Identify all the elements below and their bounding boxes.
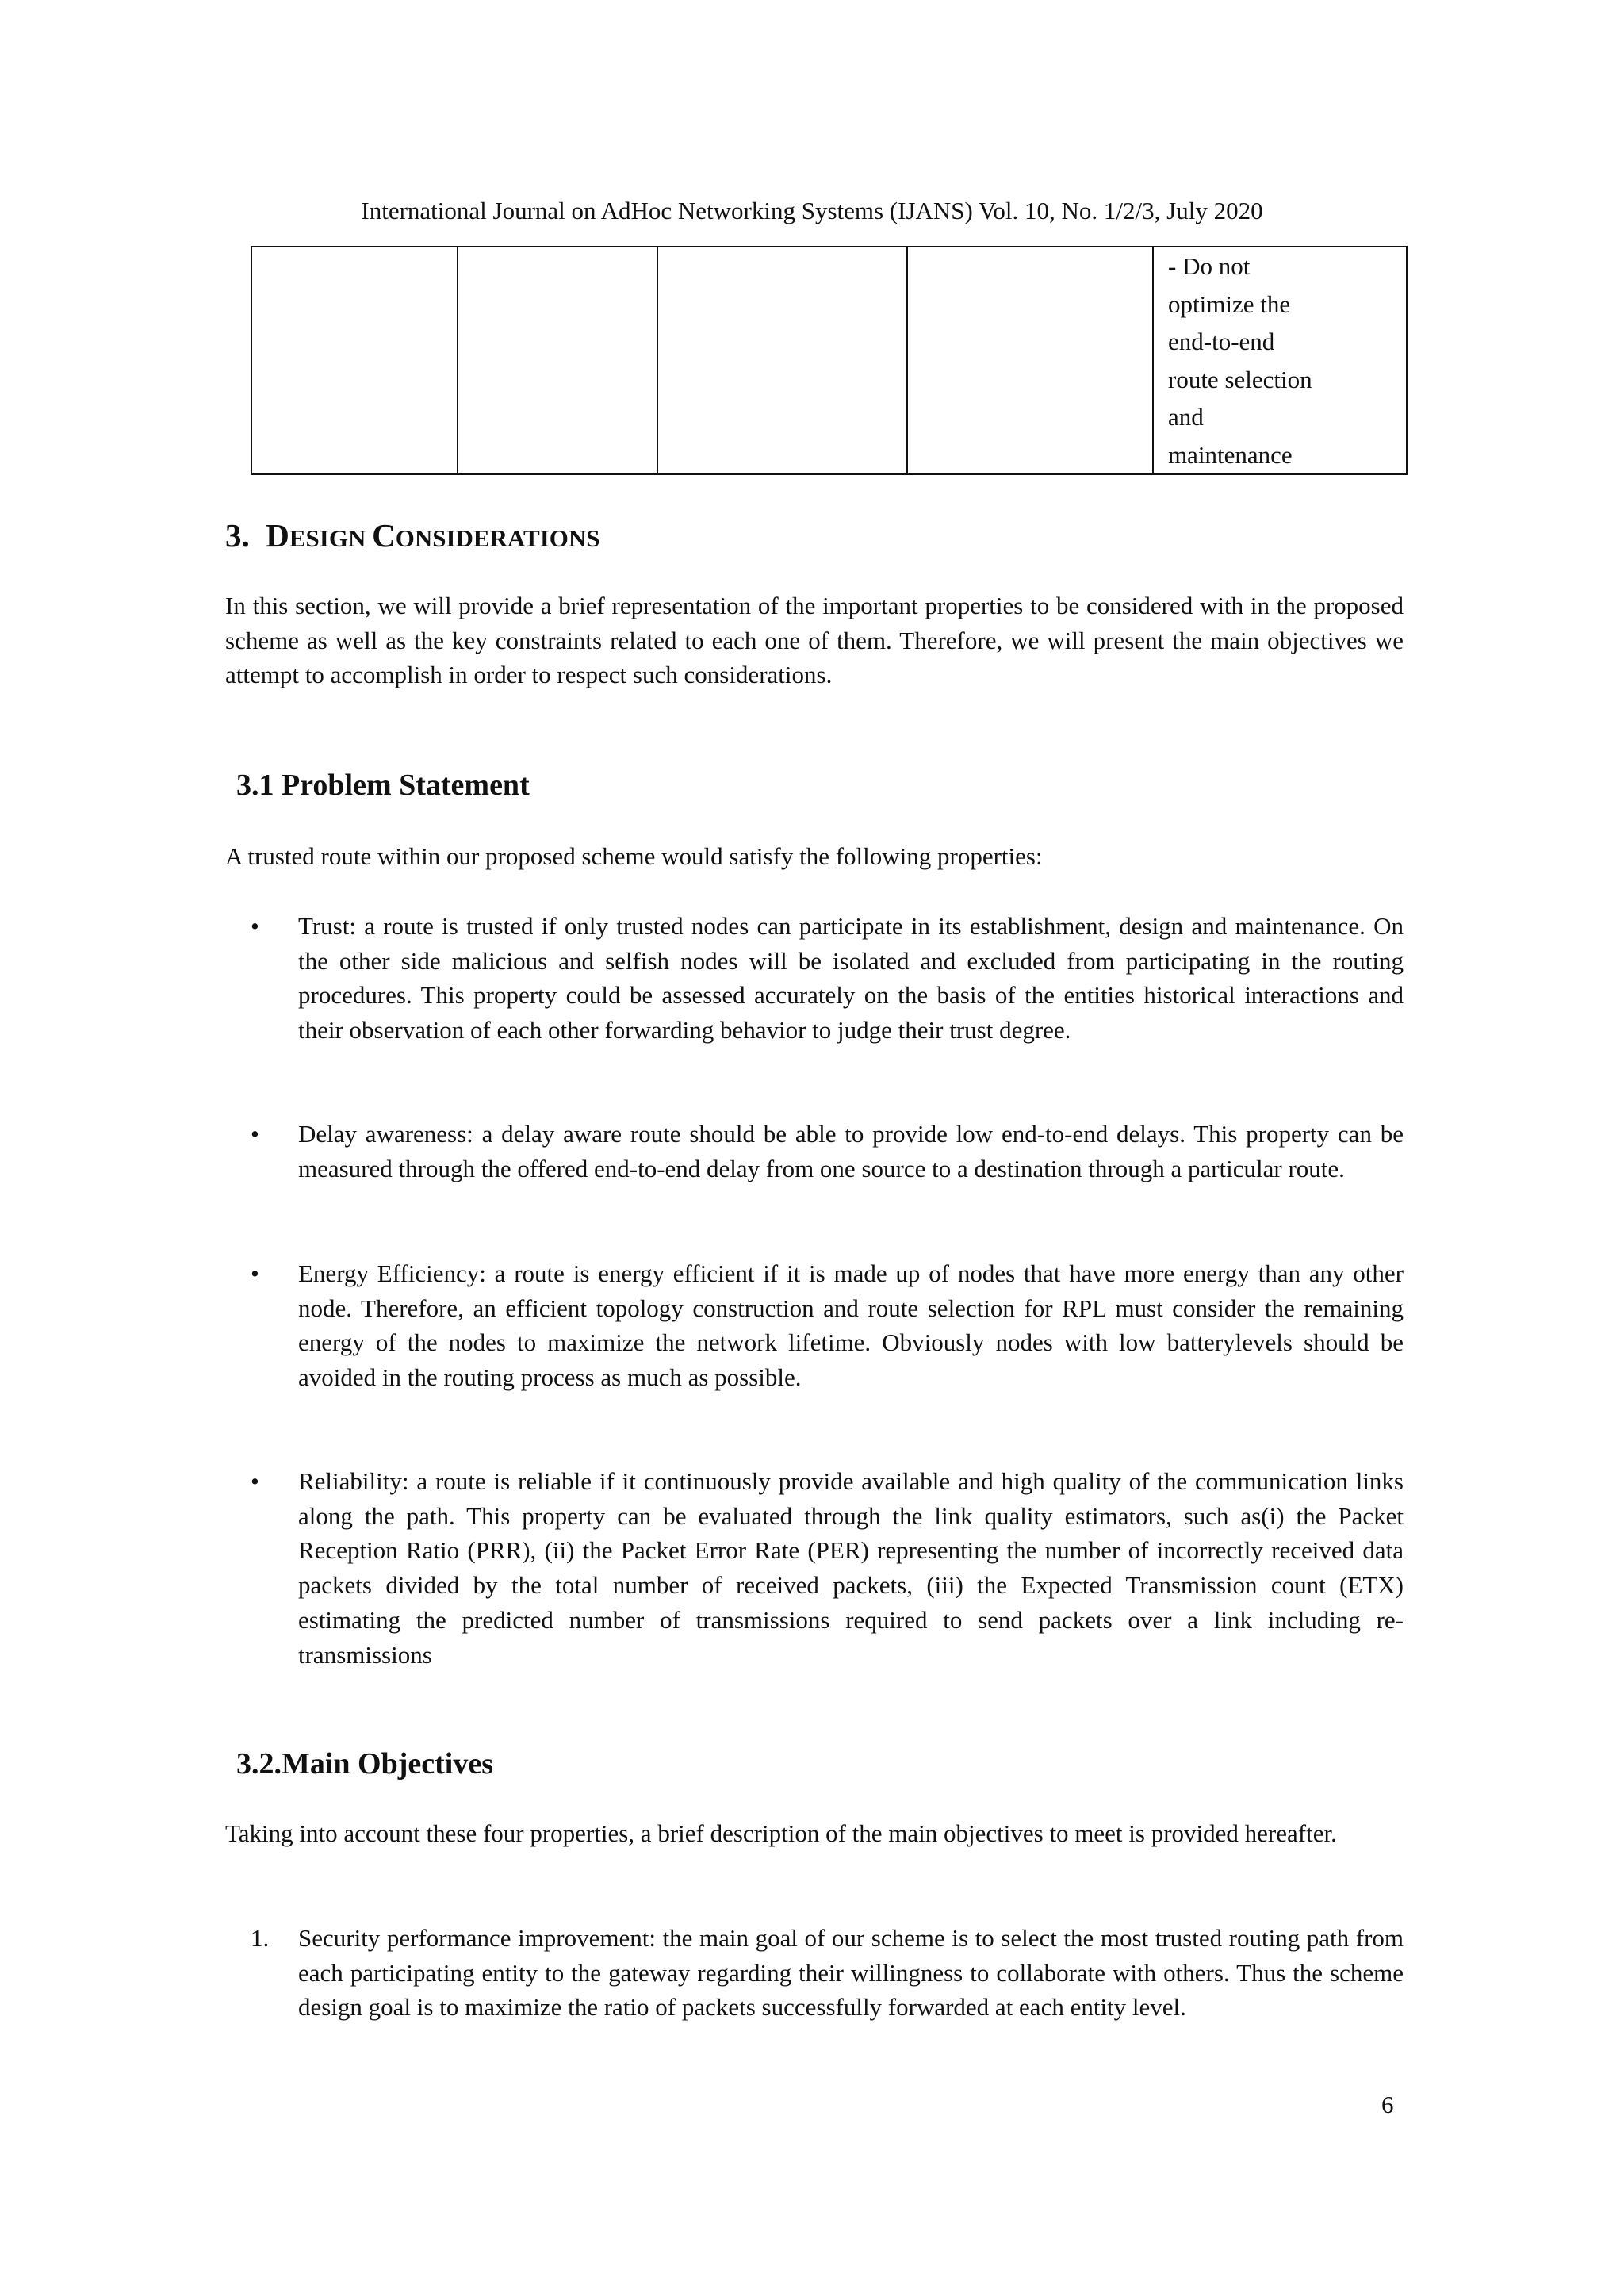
table-cell-empty: [907, 247, 1153, 474]
bullet-mark: •: [251, 1120, 259, 1148]
bullet-item-delay: [251, 1117, 1404, 1186]
section-3-2-lead: Taking into account these four properties, a brief description of the main objectives to meet is provided hereafter.: [225, 1819, 1337, 1847]
continued-table: [251, 246, 1408, 475]
table-cell-line: and: [1168, 403, 1204, 431]
bullet-item-energy: [251, 1256, 1404, 1395]
objective-item: [251, 1921, 1404, 2025]
bullet-text: Reliability: a route is reliable if it continuously provide available and high quality of the communication links along the path. This property can be evaluated through the link quality estimators, such as(i) the Packet Reception Ratio (PRR), (ii) the Packet Error Rate (PER) representing the number of incorrectly received data packets divided by the total number of received packets, (iii) the Expected Transmission count (ETX) estimating the predicted number of transmissions required to send packets over a link including re-transmissions: [298, 1467, 1404, 1669]
running-header: International Journal on AdHoc Networking Systems (IJANS) Vol. 10, No. 1/2/3, July 2020: [361, 197, 1263, 224]
table-cell-line: - Do not: [1168, 252, 1251, 280]
table-cell-empty: [251, 247, 458, 474]
bullet-mark: •: [251, 1467, 259, 1495]
table-cell-line: route selection: [1168, 365, 1312, 393]
table-cell-line: optimize the: [1168, 289, 1291, 318]
table-cell-empty: [458, 247, 657, 474]
heading-initial: D: [266, 517, 289, 554]
heading-smallcaps: ESIGN: [289, 524, 373, 552]
bullet-mark: •: [251, 1259, 259, 1287]
table-cell-line: maintenance: [1168, 440, 1293, 469]
table-cell-empty: [657, 247, 907, 474]
list-number: 1.: [251, 1924, 270, 1952]
table-cell-text: [1153, 247, 1407, 474]
section-3-intro: In this section, we will provide a brief representation of the important properties to be considered with in the proposed scheme as well as the key constraints related to each one of them. Therefore, we will present the main objectives we attempt to accomplish in order to respect such considerations.: [225, 592, 1404, 689]
section-3-1-heading: 3.1 Problem Statement: [236, 769, 530, 802]
table-cell-line: end-to-end: [1168, 328, 1275, 355]
bullet-text: Delay awareness: a delay aware route should be able to provide low end-to-end delays. This property can be measured through the offered end-to-end delay from one source to a destination through a particular route.: [298, 1120, 1404, 1182]
page-number: 6: [1381, 2091, 1394, 2118]
heading-initial: C: [372, 517, 396, 554]
section-3-1-lead: A trusted route within our proposed scheme would satisfy the following properties:: [225, 842, 1043, 870]
heading-smallcaps: ONSIDERATIONS: [395, 524, 600, 552]
objective-text: Security performance improvement: the main goal of our scheme is to select the most trusted routing path from each participating entity to the gateway regarding their willingness to collaborate with others. Thus the scheme design goal is to maximize the ratio of packets successfully forwarded at each entity level.: [298, 1924, 1404, 2022]
bullet-text: Trust: a route is trusted if only trusted nodes can participate in its establishment, design and maintenance. On the other side malicious and selfish nodes will be isolated and excluded from participating in the routing procedures. This property could be assessed accurately on the basis of the entities historical interactions and their observation of each other forwarding behavior to judge their trust degree.: [298, 912, 1404, 1045]
bullet-mark: •: [251, 912, 259, 940]
section-3-2-heading: 3.2.Main Objectives: [236, 1747, 494, 1780]
section-3-heading: [225, 516, 600, 558]
bullet-item-trust: [251, 909, 1404, 1048]
table-row: [251, 247, 1407, 474]
bullet-text: Energy Efficiency: a route is energy efficient if it is made up of nodes that have more energy than any other node. Therefore, an efficient topology construction and route selection for RPL must consider the remaining energy of the nodes to maximize the network lifetime. Obviously nodes with low batterylevels should be avoided in the routing process as much as possible.: [298, 1259, 1404, 1392]
bullet-item-reliability: [251, 1464, 1404, 1672]
section-number: 3.: [225, 517, 250, 554]
